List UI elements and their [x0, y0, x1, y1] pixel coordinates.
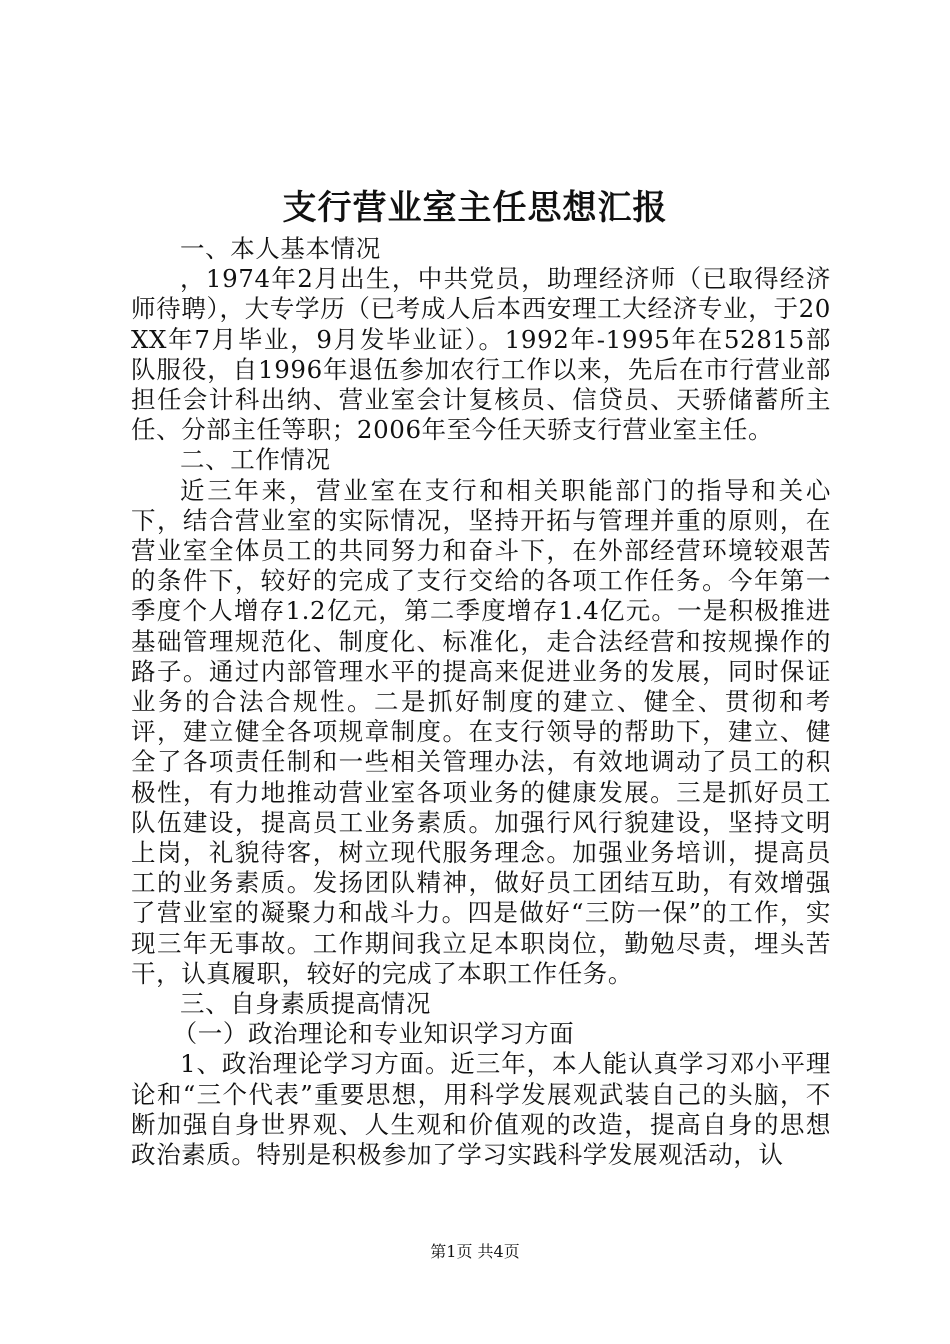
paragraph-work: 近三年来，营业室在支行和相关职能部门的指导和关心下，结合营业室的实际情况，坚持开拓与管理并重的原则，在营业室全体员工的共同努力和奋斗下，在外部经营环境较艰苦的条件下，较好的完成了支行交给的各项工作任务。今年第一季度个人增存1.2亿元，第二季度增存1.4亿元。一是积极推进基础管理规范化、制度化、标准化，走合法经营和按规操作的路子。通过内部管理水平的提高来促进业务的发展，同时保证业务的合法合规性。二是抓好制度的建立、健全、贯彻和考评，建立健全各项规章制度。在支行领导的帮助下，建立、健全了各项责任制和一些相关管理办法，有效地调动了员工的积极性，有力地推动营业室各项业务的健康发展。三是抓好员工队伍建设，提高员工业务素质。加强行风行貌建设，坚持文明上岗，礼貌待客，树立现代服务理念。加强业务培训，提高员工的业务素质。发扬团队精神，做好员工团结互助，有效增强了营业室的凝聚力和战斗力。四是做好“三防一保”的工作，实现三年无事故。工作期间我立足本职岗位，勤勉尽责，埋头苦干，认真履职，较好的完成了本职工作任务。 [131, 475, 831, 988]
subsection-heading-study: （一）政治理论和专业知识学习方面 [172, 1019, 575, 1049]
section-heading-work: 二、工作情况 [180, 445, 331, 475]
document-title: 支行营业室主任思想汇报 [282, 188, 668, 228]
paragraph-basic-info: ，1974年2月出生，中共党员，助理经济师（已取得经济师待聘），大专学历（已考成人后本西安理工大经济专业，于20XX年7月毕业，9月发毕业证）。1992年-1995年在52815部队服役，自1996年退伍参加农行工作以来，先后在市行营业部担任会计科出纳、营业室会计复核员、信贷员、天骄储蓄所主任、分部主任等职；2006年至今任天骄支行营业室主任。 [131, 264, 831, 445]
section-heading-self-improvement: 三、自身素质提高情况 [180, 989, 431, 1019]
section-heading-basic-info: 一、本人基本情况 [180, 234, 381, 263]
page-number-footer: 第1页 共4页 [430, 1242, 520, 1261]
paragraph-political-study: 1、政治理论学习方面。近三年，本人能认真学习邓小平理论和“三个代表”重要思想，用科学发展观武装自己的头脑，不断加强自身世界观、人生观和价值观的改造，提高自身的思想政治素质。特别是积极参加了学习实践科学发展观活动，认 [131, 1049, 831, 1170]
document-body [131, 234, 831, 1170]
